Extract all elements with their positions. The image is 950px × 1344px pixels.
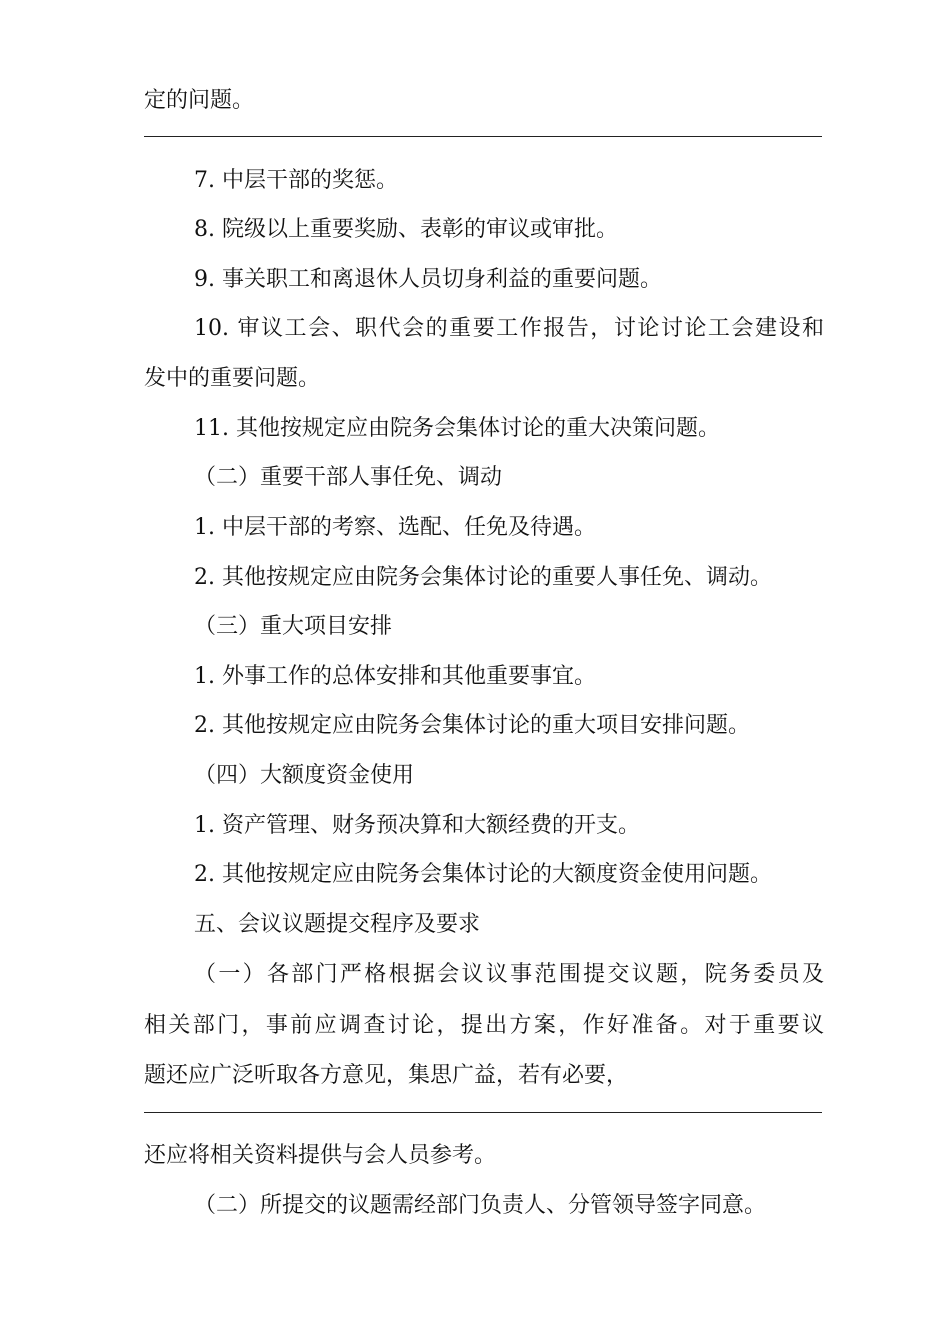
paragraph-line: （二）所提交的议题需经部门负责人、分管领导签字同意。: [194, 1193, 767, 1218]
list-item: 2. 其他按规定应由院务会集体讨论的重大项目安排问题。: [194, 713, 750, 738]
list-item: 11. 其他按规定应由院务会集体讨论的重大决策问题。: [194, 416, 720, 441]
list-item: 2. 其他按规定应由院务会集体讨论的重要人事任免、调动。: [194, 565, 772, 590]
page-divider-top: [144, 136, 822, 137]
list-item: 7. 中层干部的奖惩。: [194, 168, 398, 193]
list-item: 9. 事关职工和离退休人员切身利益的重要问题。: [194, 267, 662, 292]
text-line: 定的问题。: [144, 88, 255, 113]
section-heading: （三）重大项目安排: [194, 614, 393, 639]
paragraph-line: 相关部门，事前应调查讨论，提出方案，作好准备。对于重要议: [144, 1013, 824, 1038]
section-heading: 五、会议议题提交程序及要求: [194, 912, 481, 937]
list-item: 2. 其他按规定应由院务会集体讨论的大额度资金使用问题。: [194, 862, 772, 887]
list-item: 8. 院级以上重要奖励、表彰的审议或审批。: [194, 217, 618, 242]
list-item: 10. 审议工会、职代会的重要工作报告，讨论讨论工会建设和: [194, 316, 824, 341]
section-heading: （二）重要干部人事任免、调动: [194, 465, 503, 490]
paragraph-line: 题还应广泛听取各方意见，集思广益，若有必要，: [144, 1063, 629, 1088]
list-item: 1. 中层干部的考察、选配、任免及待遇。: [194, 515, 596, 540]
list-item: 1. 外事工作的总体安排和其他重要事宜。: [194, 664, 596, 689]
page-divider-bottom: [144, 1112, 822, 1113]
list-item: 1. 资产管理、财务预决算和大额经费的开支。: [194, 813, 640, 838]
paragraph-line: （一）各部门严格根据会议议事范围提交议题，院务委员及: [194, 962, 824, 987]
section-heading: （四）大额度资金使用: [194, 763, 415, 788]
paragraph-line: 还应将相关资料提供与会人员参考。: [144, 1143, 497, 1168]
text-line: 发中的重要问题。: [144, 366, 321, 391]
